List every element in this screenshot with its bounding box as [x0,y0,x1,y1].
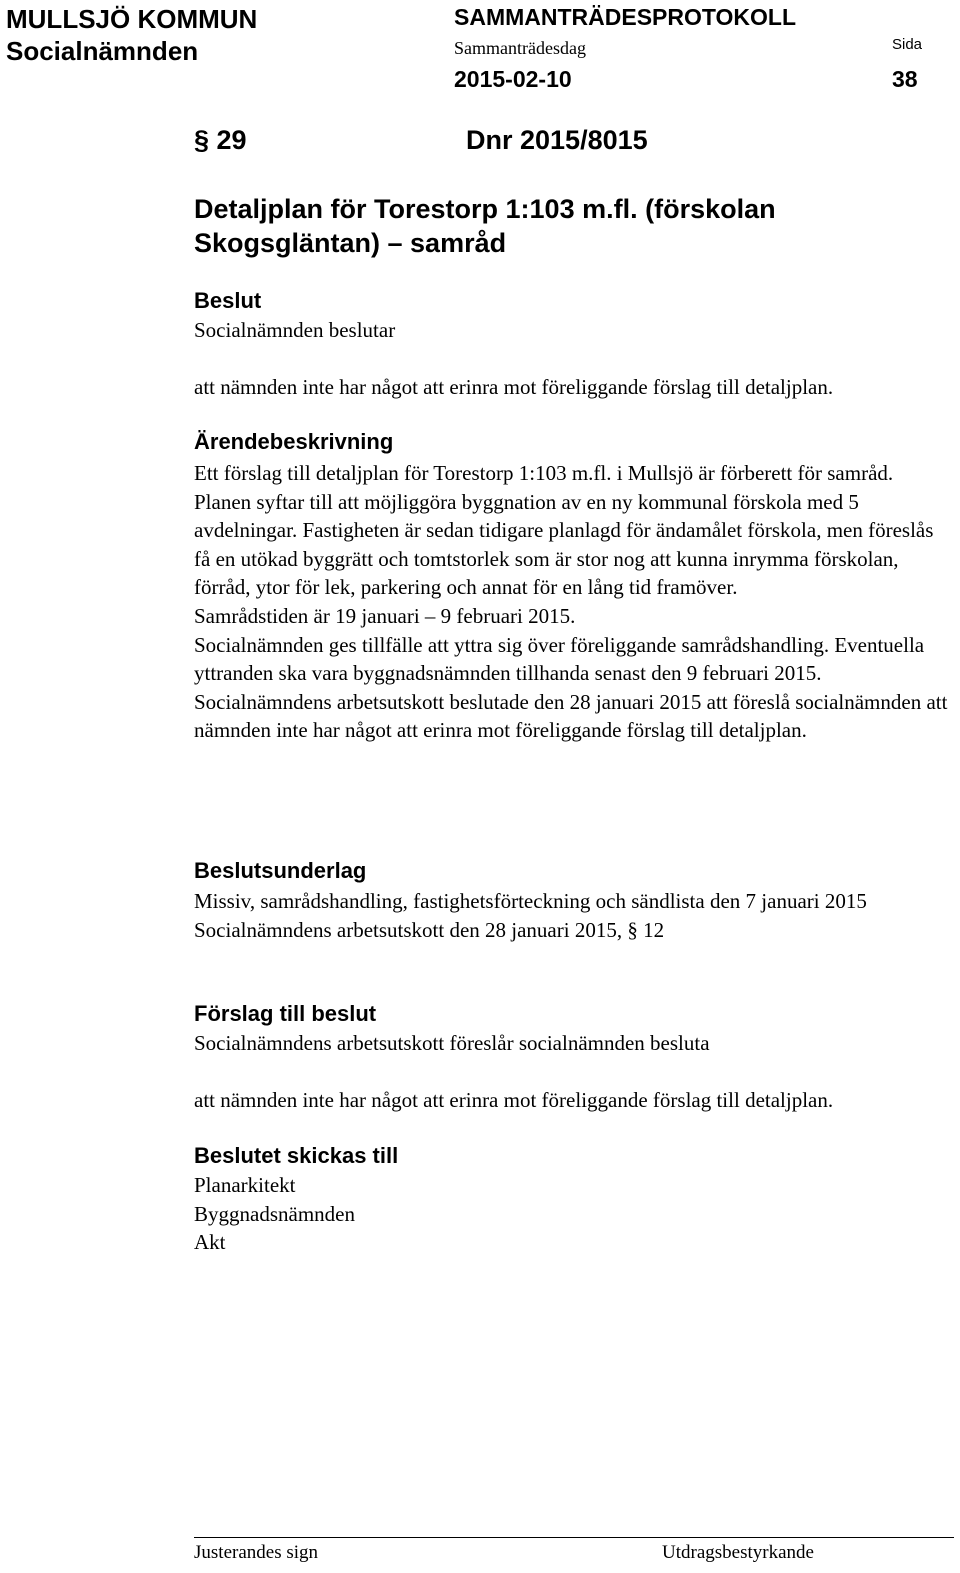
meeting-date-label: Sammanträdesdag [454,38,586,58]
meeting-date: 2015-02-10 [454,66,572,92]
document-type: SAMMANTRÄDESPROTOKOLL [454,4,797,30]
beslut-heading: Beslut [194,288,262,313]
beslutsunderlag-item: Socialnämndens arbetsutskott den 28 januari 2015, § 12 [194,917,665,942]
arendebeskrivning-paragraph: Samrådstiden är 19 januari – 9 februari 2015. [194,603,576,628]
section-number: § 29 [194,125,247,155]
forslag-heading: Förslag till beslut [194,1001,377,1026]
arendebeskrivning-body [194,459,954,745]
page-label: Sida [892,36,923,53]
arendebeskrivning-paragraph: Ett förslag till detaljplan för Torestorp 1:103 m.fl. i Mullsjö är förberett för samråd. Planen syftar till att möjliggöra byggnation av en ny kommunal förskola med 5 avdelningar. Fastigheten är sedan tidigare planlagd för ändamålet förskola, men föreslås få en utökad byggrätt och tomtstorlek som är stor nog att kunna inrymma förskolan, förråd, ytor för lek, parkering och annat för en lång tid framöver. [194,461,934,600]
committee-name: Socialnämnden [6,36,199,66]
arendebeskrivning-paragraph: Socialnämndens arbetsutskott beslutade den 28 januari 2015 att föreslå socialnämnden att nämnden inte har något att erinra mot föreliggande förslag till detaljplan. [194,689,948,743]
utdragsbestyrkande-label: Utdragsbestyrkande [662,1542,814,1563]
beslut-decision: att nämnden inte har något att erinra mot föreliggande förslag till detaljplan. [194,375,834,399]
organization-name: MULLSJÖ KOMMUN [6,4,258,34]
diary-number: Dnr 2015/8015 [466,125,648,155]
footer-divider [194,1537,954,1538]
recipient-item: Byggnadsnämnden [194,1202,355,1226]
arendebeskrivning-paragraph: Socialnämnden ges tillfälle att yttra sig över föreliggande samrådshandling. Eventuella yttranden ska vara byggnadsnämnden tillhanda senast den 9 februari 2015. [194,632,925,686]
section-number-value: 29 [216,125,247,155]
recipient-item: Planarkitekt [194,1173,296,1197]
beslutsunderlag-item: Missiv, samrådshandling, fastighetsförteckning och sändlista den 7 januari 2015 [194,889,867,913]
beslutsunderlag-heading: Beslutsunderlag [194,858,367,883]
forslag-decision: att nämnden inte har något att erinra mot föreliggande förslag till detaljplan. [194,1088,834,1112]
recipient-item: Akt [194,1230,226,1254]
page-number: 38 [892,66,918,92]
arendebeskrivning-heading: Ärendebeskrivning [194,429,394,454]
forslag-intro: Socialnämndens arbetsutskott föreslår socialnämnden besluta [194,1031,710,1055]
skickas-till-heading: Beslutet skickas till [194,1143,399,1168]
justerandes-sign-label: Justerandes sign [194,1542,319,1563]
beslut-intro: Socialnämnden beslutar [194,318,396,342]
beslutsunderlag-list [194,887,944,944]
item-title: Detaljplan för Torestorp 1:103 m.fl. (förskolan Skogsgläntan) – samråd [194,194,776,258]
